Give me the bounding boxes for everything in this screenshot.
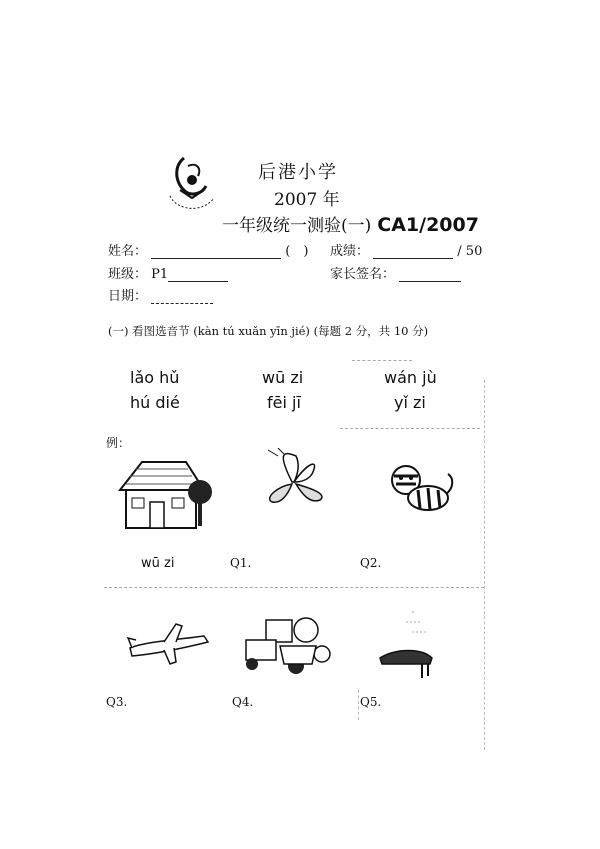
name-field[interactable] (108, 240, 308, 259)
option-hu-die: hú dié (130, 393, 180, 412)
exam-title (222, 211, 479, 236)
name-line[interactable] (151, 246, 281, 259)
date-label: 日期： (108, 289, 148, 304)
parent-line[interactable] (399, 269, 461, 282)
example-answer: wū zi (141, 556, 175, 571)
date-field[interactable] (108, 285, 213, 304)
exam-code: CA1/2007 (377, 214, 479, 236)
score-total: / 50 (457, 244, 483, 259)
parent-label: 家长签名： (330, 267, 396, 282)
exam-title-text: 一年级统一测验(一) (222, 216, 372, 236)
option-lao-hu: lǎo hǔ (130, 368, 180, 387)
toys-picture (236, 610, 336, 678)
date-line[interactable] (151, 291, 213, 304)
option-fei-ji: fēi jī (267, 393, 301, 412)
example-label: 例： (106, 436, 131, 450)
chair-picture (376, 608, 446, 680)
exam-year: 2007 年 (274, 190, 340, 210)
class-line[interactable] (168, 269, 228, 282)
class-field[interactable] (108, 263, 228, 282)
section-title: (一) 看图选音节 (kàn tú xuǎn yīn jié) (每题 2 分，共 10 分) (108, 324, 429, 338)
score-line[interactable] (373, 246, 453, 259)
house-picture (112, 458, 212, 534)
option-wu-zi: wū zi (262, 368, 304, 387)
class-label: 班级： (108, 267, 148, 282)
option-yi-zi: yǐ zi (394, 393, 426, 412)
score-label: 成绩： (330, 244, 370, 259)
name-label: 姓名： (108, 244, 148, 259)
butterfly-picture (248, 448, 340, 508)
class-value: P1 (151, 267, 169, 282)
airplane-picture (124, 618, 212, 668)
name-paren: ( ) (285, 244, 309, 259)
parent-signature-field[interactable] (330, 263, 461, 282)
school-name: 后港小学 (258, 162, 338, 183)
school-logo (162, 152, 222, 218)
question-1-label: Q1. (230, 556, 252, 570)
question-5-label: Q5. (360, 695, 382, 709)
tiger-picture (388, 458, 456, 520)
score-field[interactable] (330, 240, 482, 259)
question-2-label: Q2. (360, 556, 382, 570)
question-3-label: Q3. (106, 695, 128, 709)
option-wan-ju: wán jù (384, 368, 437, 387)
question-4-label: Q4. (232, 695, 254, 709)
